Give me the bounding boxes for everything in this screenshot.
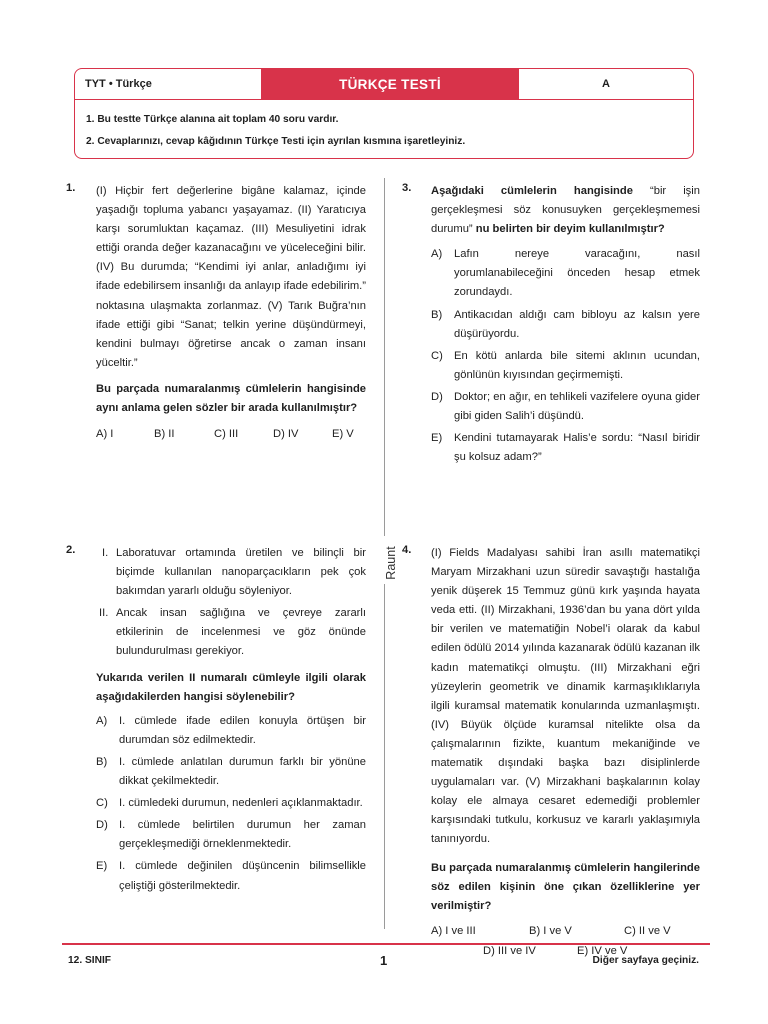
question-passage: (I) Hiçbir fert değerlerine bigâne kalamaz, içinde yaşadığı topluma yabancı yaşayamaz. (II) Yaratıcıya karşı sorumluktan kaçamaz. (III) Mesuliyetini idrak ettiği oranda değer kazanacağını ve yüceleceğini bilir. (IV) Bu durumda; “Kendimi iyi anlar, anladığımı iyi ifade edebilirsem insanlığı da anlayıp ifade edebilirim.” noktasına ulaşmakta zorlanmaz. (V) Tarık Buğra’nın ifade ettiği gibi “Sanat; telkin yerine düşündürmeyi, kendini bulmayı öğretirse ancak o zaman insanı yüceltir.” — [96, 185, 366, 369]
column-divider-top — [384, 178, 385, 536]
page-number: 1 — [380, 953, 388, 968]
option-e[interactable] — [96, 857, 366, 895]
option-a[interactable]: A) I ve III — [431, 924, 476, 937]
option-a[interactable] — [96, 712, 366, 750]
answer-options — [431, 245, 700, 467]
option-a[interactable]: A) I — [96, 428, 114, 441]
option-text: Lafın nereye varacağını, nasıl yorumlanabileceğini önceden hesap etmek zorundaydı. — [454, 248, 700, 299]
option-text: En kötü anlarda bile sitemi aklının ucundan, gönlünün kıyısından geçirmemişti. — [454, 349, 700, 381]
option-d[interactable] — [431, 388, 700, 426]
grade-label: 12. SINIF — [68, 955, 112, 966]
question-1 — [66, 182, 366, 445]
instruction-2: 2. Cevaplarınızı, cevap kâğıdının Türkçe Testi için ayrılan kısmına işaretleyiniz. — [86, 136, 466, 147]
side-label: Raunt — [384, 546, 398, 580]
question-stem: Bu parçada numaralanmış cümlelerin hangilerinde söz edilen kişinin öne çıkan özelliklerine yer verilmiştir? — [431, 861, 700, 912]
answer-options-row-1 — [431, 922, 700, 942]
footer-rule — [62, 943, 710, 945]
option-d[interactable] — [96, 816, 366, 854]
instruction-1: 1. Bu testte Türkçe alanına ait toplam 40 soru vardır. — [86, 114, 339, 125]
option-a[interactable] — [431, 245, 700, 302]
question-number: 2. — [66, 544, 76, 556]
answer-options — [96, 425, 366, 445]
option-label: D) — [431, 390, 443, 403]
question-stem — [431, 182, 700, 239]
statement-text: Laboratuvar ortamında üretilen ve bilinçli bir biçimde kullanılan nanoparçacıkların pek çok bakımdan yararlı olduğu söyleniyor. — [116, 547, 366, 598]
option-e[interactable] — [431, 429, 700, 467]
option-c[interactable] — [431, 347, 700, 385]
question-number: 4. — [402, 544, 412, 556]
column-divider-bottom — [384, 584, 385, 929]
option-d[interactable]: D) III ve IV — [483, 944, 536, 957]
option-c[interactable] — [96, 794, 366, 813]
option-b[interactable] — [431, 306, 700, 344]
option-label: D) — [96, 819, 108, 832]
option-label: C) — [96, 797, 108, 810]
header-row — [75, 69, 693, 100]
statement-2 — [99, 604, 366, 661]
question-4 — [402, 544, 700, 962]
test-header — [74, 68, 694, 159]
option-b[interactable]: B) II — [154, 428, 175, 441]
question-stem: Bu parçada numaralanmış cümlelerin hangisinde aynı anlama gelen sözler bir arada kullanılmıştır? — [96, 382, 366, 415]
booklet-type: A — [602, 78, 610, 90]
option-b[interactable] — [96, 753, 366, 791]
option-text: I. cümledeki durumun, nedenleri açıklanmaktadır. — [119, 797, 363, 810]
stem-bold-2: nu belirten bir deyim kullanılmıştır? — [475, 223, 665, 236]
option-d[interactable]: D) IV — [273, 428, 299, 441]
option-c[interactable]: C) III — [214, 428, 239, 441]
statement-label: I. — [102, 547, 109, 559]
stem-quote: “bir işin gerçekleşmesi söz konusuyken gerçekleşmemesi durumu” — [431, 185, 700, 236]
option-e[interactable]: E) V — [332, 428, 354, 441]
option-text: Kendini tutamayarak Halis’e sordu: “Nasıl biridir şu kolsuz adam?” — [454, 432, 700, 464]
option-c[interactable]: C) II ve V — [624, 924, 671, 937]
option-b[interactable]: B) I ve V — [529, 924, 572, 937]
option-e[interactable]: E) IV ve V — [577, 944, 628, 957]
option-text: I. cümlede değinilen düşüncenin bilimsellikle çeliştiği gösterilmektedir. — [119, 860, 366, 892]
question-stem: Yukarıda verilen II numaralı cümleyle ilgili olarak aşağıdakilerden hangisi söylenebilir? — [96, 671, 366, 703]
option-label: A) — [431, 248, 443, 261]
option-text: I. cümlede anlatılan durumun farklı bir yönüne dikkat çekilmektedir. — [119, 755, 366, 788]
test-title: TÜRKÇE TESTİ — [261, 69, 519, 100]
statement-1 — [99, 544, 366, 601]
option-text: Antikacıdan aldığı cam bibloyu az kalsın yere düşürüyordu. — [454, 308, 700, 340]
option-text: I. cümlede belirtilen durumun her zaman gerçekleşmediği örneklenmektedir. — [119, 819, 366, 851]
option-label: E) — [431, 432, 443, 445]
option-label: A) — [96, 714, 108, 727]
question-number: 3. — [402, 182, 412, 194]
statement-label: II. — [99, 607, 109, 620]
subject-label: TYT • Türkçe — [85, 78, 152, 90]
question-2 — [66, 544, 366, 896]
option-text: I. cümlede ifade edilen konuyla örtüşen bir durumdan söz edilmektedir. — [119, 714, 366, 746]
option-text: Doktor; en ağır, en tehlikeli vazifelere oyuna gider gibi giden Salih’i düşündü. — [454, 390, 700, 423]
stem-bold-1: Aşağıdaki cümlelerin hangisinde — [431, 185, 633, 197]
question-3 — [402, 182, 700, 467]
answer-options — [96, 712, 366, 896]
option-label: E) — [96, 860, 108, 873]
next-page-note: Diğer sayfaya geçiniz. — [592, 955, 699, 966]
option-label: B) — [96, 755, 108, 768]
statement-text: Ancak insan sağlığına ve çevreye zararlı etkilerinin de incelenmesi ve göz önünde bulundurulması gerekiyor. — [116, 607, 366, 658]
question-number: 1. — [66, 182, 76, 194]
question-passage: (I) Fields Madalyası sahibi İran asıllı matematikçi Maryam Mirzakhani uzun süredir savaştığı hastalığa yenik düşerek 15 Temmuz günü kırk yaşında hayata veda etti. (II) Mirzakhani, 1936’dan bu yana dört yılda bir verilen ve matematiğin Nobel’i olarak da kabul edilen ödülü 2014 yılında kazanarak ödülü kazanan ilk kadın matematikçi olmuştu. (III) Mirzakhani eğri yüzeylerin geometrik ve dinamik karmaşıklıklarıyla ilgili kuramsal matematik konularında uzmanlaşmıştı. (IV) Büyük ölçüde kuramsal nitelikte olsa da çalışmalarının fizikte, kuantum mekaniğinde ve matematik dışındaki başka bazı disiplinlerde uygulamaları var. (V) Mirzakhani başkalarının kolay kolay ele almaya cesaret edemediği problemler karşısındaki tutkulu, korkusuz ve kararlı yaklaşımıyla tanınıyordu. — [431, 547, 700, 846]
option-label: B) — [431, 308, 443, 321]
option-label: C) — [431, 349, 443, 362]
